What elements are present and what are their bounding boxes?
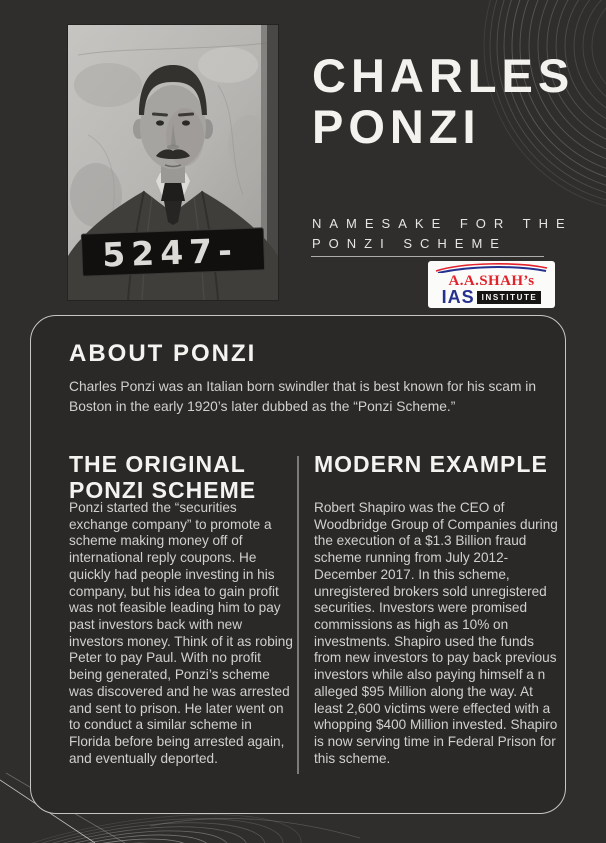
mugshot-illustration: [68, 25, 278, 300]
about-body: Charles Ponzi was an Italian born swindler that is best known for his scam in Boston in the early 1920’s later dubbed as the “Ponzi Scheme.”: [69, 379, 537, 414]
subtitle-underline: [311, 256, 544, 257]
page-subtitle: [312, 214, 573, 254]
left-column-heading: THE ORIGINAL PONZI SCHEME: [69, 451, 257, 503]
mugshot-placard: [81, 228, 264, 276]
logo-row: [442, 289, 542, 306]
placard-number: 5247-: [101, 230, 239, 275]
logo-institute-badge: INSTITUTE: [477, 291, 542, 304]
left-column-body: Ponzi started the “securities exchange company” to promote a scheme making money off of international reply coupons. He quickly had people investing in his company, but his idea to gain profit was not feasible leading him to pay past investors back with new investors money. Think of it as robing Peter to pay Paul. With no profit being generated, Ponzi’s scheme was discovered and he was arrested and sent to prison. He later went on to conduct a similar scheme in Florida before being arrested again, and eventually deported.: [69, 500, 293, 766]
right-column-heading: MODERN EXAMPLE: [314, 451, 548, 477]
right-column-body: Robert Shapiro was the CEO of Woodbridge Group of Companies during the execution of a $1.3 Billion fraud scheme running from July 2012-December 2017. In this scheme, unregistered brokers sold unregistered securities. Investors were promised commissions as high as 10% on investments. Shapiro used the funds from new investors to pay back previous investors while also paying himself a n alleged $95 Million along the way. At least 2,600 victims were effected with a whopping $400 Million invested. Shapiro is now serving time in Federal Prison for this scheme.: [314, 500, 558, 766]
page-title-line1: CHARLES: [312, 49, 575, 102]
page-title-line2: PONZI: [312, 100, 481, 153]
page-subtitle-line2: PONZI SCHEME: [312, 236, 507, 251]
logo-name: A.A.SHAH’s: [448, 273, 535, 289]
page-subtitle-line1: NAMESAKE FOR THE: [312, 216, 573, 231]
column-divider: [297, 456, 299, 774]
mugshot-photo: [68, 25, 278, 300]
logo-swoosh-icon: [434, 262, 549, 273]
logo-acronym: IAS: [441, 287, 475, 307]
content-card: [30, 315, 566, 814]
about-heading: ABOUT PONZI: [69, 340, 257, 367]
institute-logo: [428, 261, 555, 308]
page-title: [312, 50, 574, 152]
